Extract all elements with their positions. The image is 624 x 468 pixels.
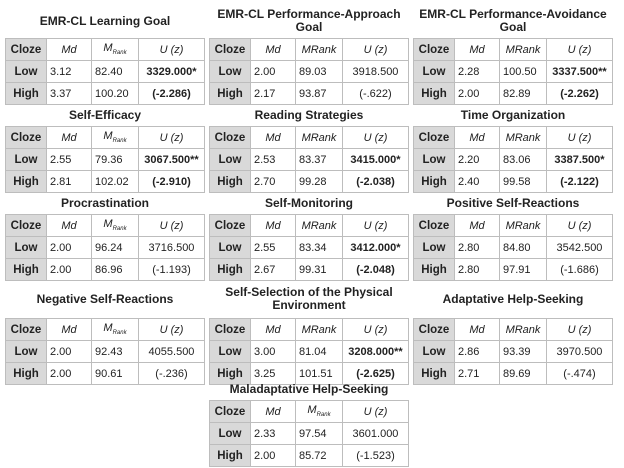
block-adaptative-help-seeking <box>413 280 613 385</box>
u-header: U (z) <box>343 127 409 149</box>
u-value: (-2.910) <box>139 171 205 193</box>
group-label: Low <box>6 237 47 259</box>
u-value: (-2.038) <box>343 171 409 193</box>
stats-table <box>209 214 409 281</box>
u-value: 3412.000* <box>343 237 409 259</box>
table-row-low <box>210 237 409 259</box>
mrank-value: 89.69 <box>500 363 547 385</box>
group-label: High <box>6 83 47 105</box>
u-value: (-.236) <box>139 363 205 385</box>
md-value: 2.86 <box>455 341 500 363</box>
table-row-low <box>414 237 613 259</box>
table-header-row <box>6 215 205 237</box>
md-header: Md <box>251 215 296 237</box>
md-value: 3.37 <box>47 83 92 105</box>
mrank-header: MRank <box>301 219 337 232</box>
mrank-value: 97.91 <box>500 259 547 281</box>
mrank-value: 102.02 <box>92 171 139 193</box>
block-reading-strategies <box>209 104 409 193</box>
group-label: Low <box>6 149 47 171</box>
cloze-header: Cloze <box>210 215 251 237</box>
u-header: U (z) <box>547 215 613 237</box>
group-label: High <box>6 259 47 281</box>
mrank-header: $M_{Rank}$ <box>307 404 331 419</box>
mrank-value: 79.36 <box>92 149 139 171</box>
mrank-value: 99.28 <box>296 171 343 193</box>
table-row-high <box>414 171 613 193</box>
mrank-header: MRank <box>505 131 541 144</box>
md-value: 2.80 <box>455 259 500 281</box>
u-value: 3387.500* <box>547 149 613 171</box>
u-header: U (z) <box>343 319 409 341</box>
block-title: Procrastination <box>60 195 150 210</box>
stats-table <box>5 38 205 105</box>
block-positive-self-reactions <box>413 192 613 281</box>
u-header: U (z) <box>547 127 613 149</box>
table-header-row <box>414 39 613 61</box>
block-self-efficacy <box>5 104 205 193</box>
u-value: 3601.000 <box>343 423 409 445</box>
block-self-monitoring <box>209 192 409 281</box>
mrank-value: 97.54 <box>296 423 343 445</box>
md-value: 2.70 <box>251 171 296 193</box>
cloze-header: Cloze <box>414 215 455 237</box>
mrank-value: 99.31 <box>296 259 343 281</box>
group-label: High <box>210 83 251 105</box>
u-value: 3067.500** <box>139 149 205 171</box>
group-label: Low <box>210 341 251 363</box>
md-value: 2.71 <box>455 363 500 385</box>
group-label: Low <box>210 61 251 83</box>
u-value: 3415.000* <box>343 149 409 171</box>
mrank-header: MRank <box>505 219 541 232</box>
u-header: U (z) <box>139 39 205 61</box>
block-title: Self-Monitoring <box>265 195 353 210</box>
u-value: 3716.500 <box>139 237 205 259</box>
md-value: 2.40 <box>455 171 500 193</box>
mrank-value: 93.39 <box>500 341 547 363</box>
cloze-header: Cloze <box>6 215 47 237</box>
block-title: Negative Self-Reactions <box>36 291 174 306</box>
table-header-row <box>210 127 409 149</box>
md-header: Md <box>455 215 500 237</box>
block-emr-cl-performance-avoidance-goal <box>413 4 613 105</box>
stats-table <box>209 38 409 105</box>
group-label: Low <box>414 341 455 363</box>
group-label: High <box>210 259 251 281</box>
stats-table <box>413 126 613 193</box>
block-title: Self-Efficacy <box>68 107 142 122</box>
table-row-high <box>210 445 409 467</box>
table-row-low <box>414 149 613 171</box>
stats-table <box>209 400 409 467</box>
block-title: EMR-CL Performance-Avoidance Goal <box>419 7 607 34</box>
md-value: 2.00 <box>47 341 92 363</box>
block-title: EMR-CL Learning Goal <box>39 13 171 28</box>
u-value: 3208.000** <box>343 341 409 363</box>
stats-table <box>413 214 613 281</box>
stats-table <box>413 38 613 105</box>
block-title: Reading Strategies <box>254 107 364 122</box>
u-value: (-1.193) <box>139 259 205 281</box>
table-row-high <box>414 363 613 385</box>
group-label: High <box>6 171 47 193</box>
table-row-low <box>414 341 613 363</box>
u-header: U (z) <box>343 401 409 423</box>
md-value: 2.00 <box>47 259 92 281</box>
table-row-low <box>414 61 613 83</box>
mrank-header: MRank <box>301 43 337 56</box>
md-value: 2.81 <box>47 171 92 193</box>
mrank-value: 85.72 <box>296 445 343 467</box>
group-label: High <box>414 171 455 193</box>
mrank-header: MRank <box>505 323 541 336</box>
mrank-value: 82.89 <box>500 83 547 105</box>
cloze-header: Cloze <box>210 39 251 61</box>
group-label: Low <box>210 149 251 171</box>
cloze-header: Cloze <box>210 127 251 149</box>
mrank-value: 83.34 <box>296 237 343 259</box>
block-title: Adaptative Help-Seeking <box>442 291 584 306</box>
mrank-header: $M_{Rank}$ <box>103 322 127 337</box>
table-row-low <box>210 341 409 363</box>
table-header-row <box>210 39 409 61</box>
cloze-header: Cloze <box>210 319 251 341</box>
mrank-value: 101.51 <box>296 363 343 385</box>
md-value: 2.00 <box>47 363 92 385</box>
block-procrastination <box>5 192 205 281</box>
group-label: Low <box>6 61 47 83</box>
stats-table <box>413 318 613 385</box>
table-row-high <box>6 259 205 281</box>
u-value: (-2.122) <box>547 171 613 193</box>
mrank-header: $M_{Rank}$ <box>103 218 127 233</box>
block-maladaptative-help-seeking <box>209 378 409 467</box>
cloze-header: Cloze <box>414 127 455 149</box>
table-row-low <box>210 149 409 171</box>
table-row-high <box>6 171 205 193</box>
block-emr-cl-performance-approach-goal <box>209 4 409 105</box>
block-title: Maladaptative Help-Seeking <box>229 381 389 396</box>
table-header-row <box>6 319 205 341</box>
u-header: U (z) <box>139 319 205 341</box>
u-value: (-.622) <box>343 83 409 105</box>
u-header: U (z) <box>547 319 613 341</box>
u-value: (-1.686) <box>547 259 613 281</box>
md-header: Md <box>251 39 296 61</box>
md-header: Md <box>251 319 296 341</box>
cloze-header: Cloze <box>6 39 47 61</box>
group-label: Low <box>414 149 455 171</box>
block-title: Time Organization <box>460 107 566 122</box>
mrank-header: $M_{Rank}$ <box>103 42 127 57</box>
stats-table <box>5 126 205 193</box>
table-header-row <box>210 215 409 237</box>
block-negative-self-reactions <box>5 280 205 385</box>
table-row-low <box>6 237 205 259</box>
mrank-value: 86.96 <box>92 259 139 281</box>
stats-table <box>209 318 409 385</box>
table-row-low <box>6 149 205 171</box>
md-value: 2.28 <box>455 61 500 83</box>
block-self-selection-of-the-physical-environment <box>209 280 409 385</box>
cloze-header: Cloze <box>6 319 47 341</box>
mrank-value: 100.50 <box>500 61 547 83</box>
table-header-row <box>210 401 409 423</box>
group-label: High <box>210 171 251 193</box>
group-label: Low <box>210 423 251 445</box>
md-value: 2.67 <box>251 259 296 281</box>
group-label: Low <box>414 61 455 83</box>
u-header: U (z) <box>139 215 205 237</box>
u-value: 3542.500 <box>547 237 613 259</box>
u-value: (-2.625) <box>343 363 409 385</box>
mrank-header: MRank <box>505 43 541 56</box>
md-value: 2.53 <box>251 149 296 171</box>
mrank-value: 93.87 <box>296 83 343 105</box>
table-row-low <box>210 61 409 83</box>
u-header: U (z) <box>343 39 409 61</box>
group-label: High <box>6 363 47 385</box>
u-value: 3970.500 <box>547 341 613 363</box>
mrank-value: 83.06 <box>500 149 547 171</box>
stats-table <box>209 126 409 193</box>
mrank-value: 82.40 <box>92 61 139 83</box>
table-row-high <box>414 83 613 105</box>
u-value: (-.474) <box>547 363 613 385</box>
md-value: 3.25 <box>251 363 296 385</box>
md-header: Md <box>47 215 92 237</box>
table-row-high <box>210 171 409 193</box>
table-row-low <box>6 61 205 83</box>
mrank-value: 99.58 <box>500 171 547 193</box>
mrank-header: MRank <box>301 131 337 144</box>
md-value: 2.80 <box>455 237 500 259</box>
mrank-value: 96.24 <box>92 237 139 259</box>
md-header: Md <box>47 319 92 341</box>
md-header: Md <box>455 127 500 149</box>
table-header-row <box>6 39 205 61</box>
md-value: 2.55 <box>251 237 296 259</box>
table-header-row <box>414 215 613 237</box>
u-value: 3329.000* <box>139 61 205 83</box>
md-header: Md <box>455 39 500 61</box>
table-header-row <box>6 127 205 149</box>
table-row-low <box>6 341 205 363</box>
md-value: 2.00 <box>455 83 500 105</box>
group-label: High <box>414 259 455 281</box>
cloze-header: Cloze <box>6 127 47 149</box>
md-value: 2.17 <box>251 83 296 105</box>
u-header: U (z) <box>139 127 205 149</box>
group-label: High <box>210 445 251 467</box>
block-title: EMR-CL Performance-Approach Goal <box>217 7 401 34</box>
table-header-row <box>210 319 409 341</box>
mrank-value: 89.03 <box>296 61 343 83</box>
md-header: Md <box>47 127 92 149</box>
mrank-value: 90.61 <box>92 363 139 385</box>
u-value: (-2.048) <box>343 259 409 281</box>
cloze-header: Cloze <box>414 319 455 341</box>
table-row-high <box>6 83 205 105</box>
md-value: 3.00 <box>251 341 296 363</box>
u-value: 4055.500 <box>139 341 205 363</box>
mrank-value: 84.80 <box>500 237 547 259</box>
table-header-row <box>414 127 613 149</box>
block-time-organization <box>413 104 613 193</box>
group-label: High <box>414 363 455 385</box>
u-value: (-1.523) <box>343 445 409 467</box>
cloze-header: Cloze <box>414 39 455 61</box>
table-row-high <box>414 259 613 281</box>
md-value: 3.12 <box>47 61 92 83</box>
md-header: Md <box>455 319 500 341</box>
u-header: U (z) <box>343 215 409 237</box>
table-row-high <box>210 259 409 281</box>
block-title: Positive Self-Reactions <box>446 195 580 210</box>
group-label: Low <box>210 237 251 259</box>
group-label: Low <box>6 341 47 363</box>
u-value: 3918.500 <box>343 61 409 83</box>
mrank-value: 100.20 <box>92 83 139 105</box>
mrank-header: MRank <box>301 323 337 336</box>
mrank-value: 92.43 <box>92 341 139 363</box>
table-header-row <box>414 319 613 341</box>
u-value: (-2.286) <box>139 83 205 105</box>
md-header: Md <box>251 127 296 149</box>
table-row-low <box>210 423 409 445</box>
u-header: U (z) <box>547 39 613 61</box>
block-emr-cl-learning-goal <box>5 4 205 105</box>
cloze-header: Cloze <box>210 401 251 423</box>
md-header: Md <box>251 401 296 423</box>
u-value: (-2.262) <box>547 83 613 105</box>
table-row-high <box>210 83 409 105</box>
md-value: 2.00 <box>47 237 92 259</box>
group-label: High <box>414 83 455 105</box>
md-value: 2.20 <box>455 149 500 171</box>
stats-table <box>5 318 205 385</box>
u-value: 3337.500** <box>547 61 613 83</box>
stats-table <box>5 214 205 281</box>
mrank-value: 83.37 <box>296 149 343 171</box>
mrank-header: $M_{Rank}$ <box>103 130 127 145</box>
md-value: 2.00 <box>251 445 296 467</box>
md-header: Md <box>47 39 92 61</box>
md-value: 2.33 <box>251 423 296 445</box>
block-title: Self-Selection of the Physical Environment <box>225 285 393 312</box>
group-label: Low <box>414 237 455 259</box>
group-label: High <box>210 363 251 385</box>
md-value: 2.00 <box>251 61 296 83</box>
mrank-value: 81.04 <box>296 341 343 363</box>
table-row-high <box>6 363 205 385</box>
md-value: 2.55 <box>47 149 92 171</box>
